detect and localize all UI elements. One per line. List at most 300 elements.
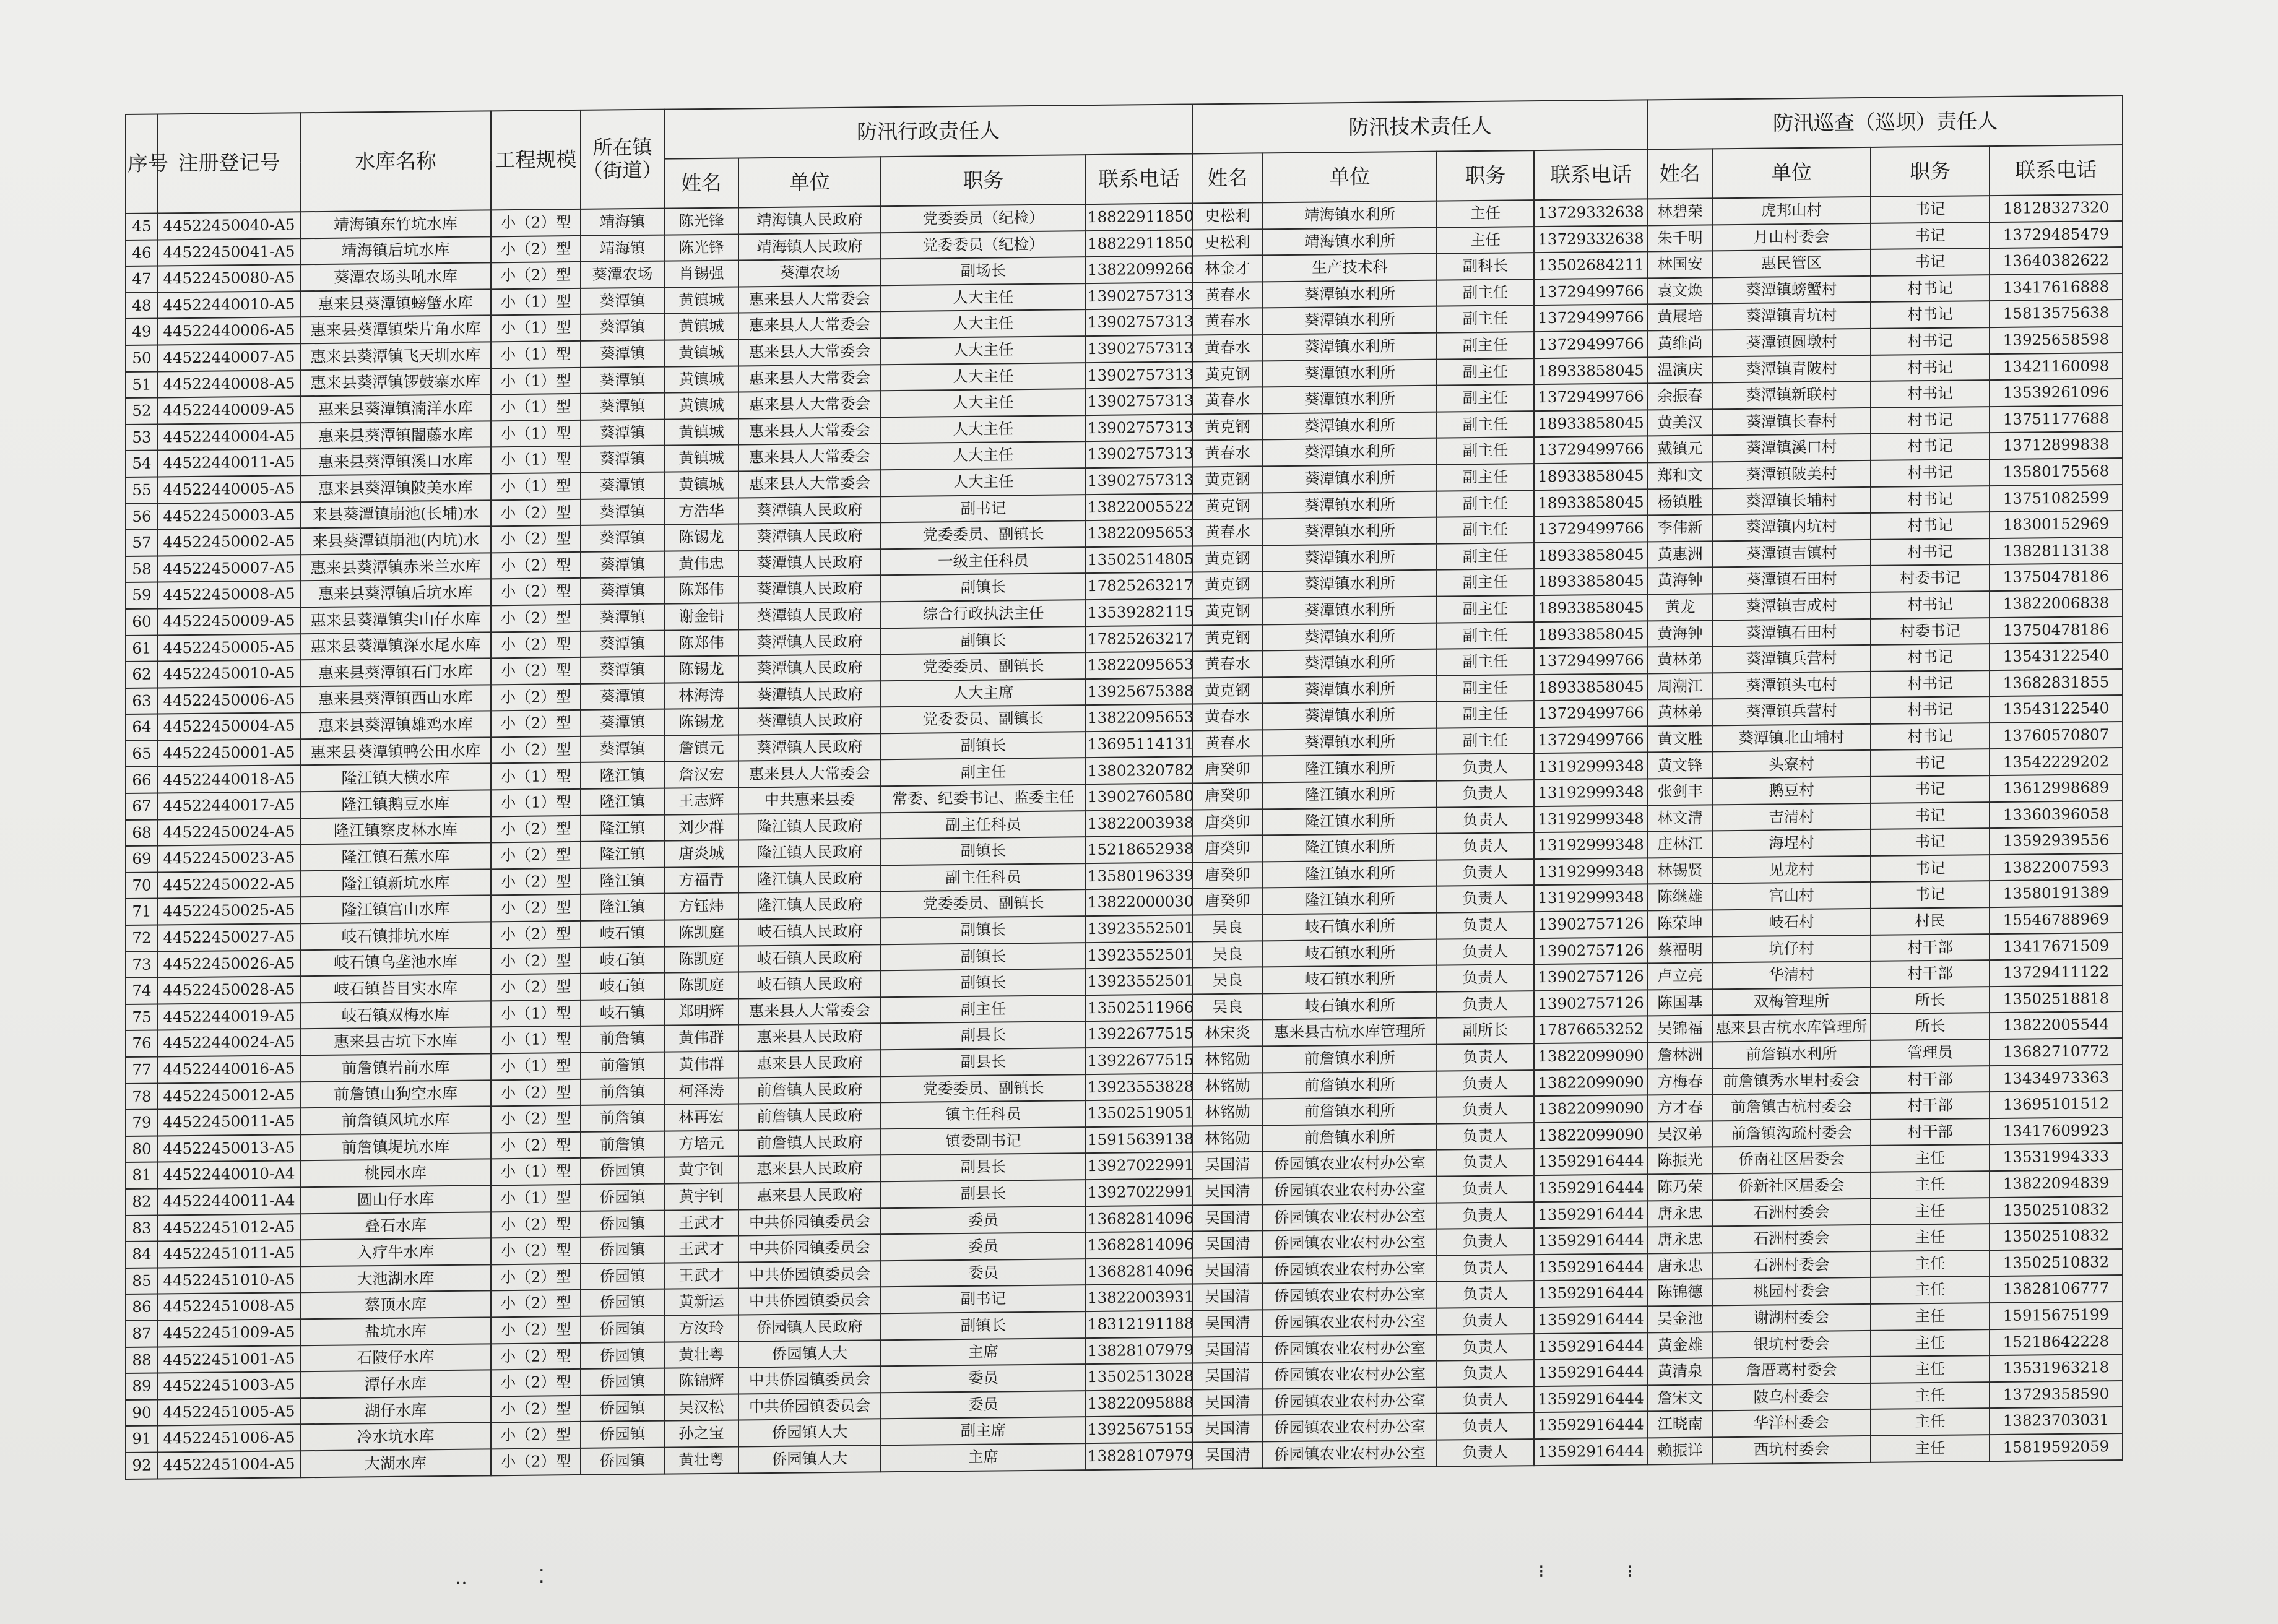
cell-scale: 小（2）型 <box>491 657 581 685</box>
cell-admin-name: 黄宇钊 <box>664 1157 738 1184</box>
cell-patrol-phone: 13417671509 <box>1990 933 2123 961</box>
cell-admin-phone: 13682814096 <box>1086 1205 1192 1232</box>
cell-tech-phone: 13729499766 <box>1534 700 1648 727</box>
cell-patrol-phone: 13543122540 <box>1990 695 2123 723</box>
cell-reservoir-name: 惠来县葵潭镇尖山仔水库 <box>300 605 491 634</box>
cell-admin-duty: 副书记 <box>881 1285 1086 1313</box>
cell-patrol-phone: 13822094839 <box>1990 1170 2123 1198</box>
cell-tech-phone: 13592916444 <box>1534 1412 1648 1439</box>
cell-tech-duty: 负责人 <box>1437 1096 1534 1123</box>
header-tech-phone: 联系电话 <box>1534 149 1648 200</box>
cell-town: 葵潭镇 <box>581 314 664 341</box>
cell-tech-duty: 主任 <box>1437 200 1534 227</box>
cell-admin-phone: 13902757313 <box>1086 441 1192 468</box>
cell-registration-no: 44522450040-A5 <box>158 212 300 240</box>
cell-registration-no: 44522451012-A5 <box>158 1214 300 1242</box>
cell-registration-no: 44522451001-A5 <box>158 1345 300 1373</box>
cell-town: 葵潭镇 <box>581 472 664 499</box>
cell-tech-duty: 负责人 <box>1437 1386 1534 1414</box>
cell-patrol-duty: 村书记 <box>1871 407 1990 434</box>
cell-tech-phone: 13729499766 <box>1534 330 1648 358</box>
header-seq: 序号 <box>126 114 158 213</box>
cell-town: 隆江镇 <box>581 762 664 789</box>
cell-tech-phone: 13729332638 <box>1534 199 1648 226</box>
cell-registration-no: 44522440006-A5 <box>158 317 300 345</box>
header-patrol-duty: 职务 <box>1871 146 1990 197</box>
cell-admin-duty: 副主任科员 <box>881 863 1086 892</box>
cell-tech-name: 唐癸卯 <box>1192 836 1263 863</box>
cell-admin-unit: 侨园镇人大 <box>738 1419 881 1447</box>
cell-tech-unit: 葵潭镇水利所 <box>1263 333 1437 361</box>
cell-patrol-unit: 陂乌村委会 <box>1712 1383 1871 1411</box>
cell-admin-unit: 中共侨园镇委员会 <box>738 1234 881 1262</box>
cell-tech-unit: 葵潭镇水利所 <box>1263 517 1437 545</box>
cell-admin-duty: 副主任 <box>881 758 1086 787</box>
cell-patrol-phone: 13823703031 <box>1990 1407 2123 1435</box>
cell-tech-name: 唐癸卯 <box>1192 809 1263 836</box>
cell-admin-duty: 镇委副书记 <box>881 1127 1086 1155</box>
cell-registration-no: 44522451004-A5 <box>158 1451 300 1479</box>
cell-admin-duty: 党委委员、副镇长 <box>881 705 1086 733</box>
cell-admin-name: 谢金铅 <box>664 603 738 630</box>
cell-tech-phone: 18933858045 <box>1534 594 1648 621</box>
cell-tech-duty: 副主任 <box>1437 306 1534 333</box>
cell-admin-name: 黄镇城 <box>664 339 738 366</box>
cell-tech-name: 史松利 <box>1192 229 1263 256</box>
cell-tech-name: 林铭勋 <box>1192 1073 1263 1100</box>
cell-registration-no: 44522440010-A5 <box>158 291 300 319</box>
cell-scale: 小（2）型 <box>491 948 581 975</box>
cell-scale: 小（1）型 <box>491 420 581 447</box>
cell-seq: 66 <box>126 767 158 793</box>
cell-admin-name: 吴汉松 <box>664 1394 738 1421</box>
cell-patrol-name: 吴金池 <box>1648 1305 1712 1332</box>
cell-admin-duty: 副镇长 <box>881 916 1086 944</box>
cell-patrol-unit: 华清村 <box>1712 961 1871 989</box>
cell-patrol-duty: 主任 <box>1871 1355 1990 1383</box>
cell-reservoir-name: 潭仔水库 <box>300 1370 491 1398</box>
cell-tech-name: 吴良 <box>1192 914 1263 941</box>
cell-patrol-phone: 13682831855 <box>1990 669 2123 697</box>
cell-scale: 小（2）型 <box>491 605 581 632</box>
cell-scale: 小（2）型 <box>491 1237 581 1264</box>
cell-admin-name: 黄新运 <box>664 1289 738 1316</box>
cell-admin-name: 王武才 <box>664 1236 738 1263</box>
cell-admin-unit: 前詹镇人民政府 <box>738 1129 881 1157</box>
cell-admin-unit: 葵潭镇人民政府 <box>738 654 881 682</box>
cell-registration-no: 44522450022-A5 <box>158 871 300 899</box>
cell-patrol-name: 黄金雄 <box>1648 1332 1712 1359</box>
cell-patrol-duty: 村书记 <box>1871 459 1990 486</box>
cell-seq: 85 <box>126 1268 158 1294</box>
cell-registration-no: 44522450028-A5 <box>158 977 300 1004</box>
cell-admin-name: 黄镇城 <box>664 366 738 393</box>
cell-patrol-phone: 13751082599 <box>1990 485 2123 512</box>
cell-registration-no: 44522450026-A5 <box>158 950 300 978</box>
cell-town: 隆江镇 <box>581 814 664 842</box>
cell-tech-duty: 负责人 <box>1437 1149 1534 1177</box>
cell-tech-duty: 负责人 <box>1437 991 1534 1018</box>
cell-admin-phone: 13822003931 <box>1086 1284 1192 1311</box>
cell-patrol-duty: 村书记 <box>1871 301 1990 328</box>
cell-admin-duty: 党委委员、副镇长 <box>881 1074 1086 1103</box>
cell-admin-duty: 人大主任 <box>881 309 1086 338</box>
cell-tech-unit: 葵潭镇水利所 <box>1263 702 1437 730</box>
cell-admin-unit: 中共侨园镇委员会 <box>738 1208 881 1236</box>
cell-admin-unit: 葵潭镇人民政府 <box>738 549 881 577</box>
cell-reservoir-name: 隆江镇宫山水库 <box>300 896 491 924</box>
cell-scale: 小（2）型 <box>491 1132 581 1159</box>
cell-patrol-name: 赖振详 <box>1648 1437 1712 1464</box>
cell-tech-name: 黄克钢 <box>1192 624 1263 652</box>
cell-patrol-duty: 所长 <box>1871 1013 1990 1040</box>
cell-admin-duty: 主席 <box>881 1443 1086 1472</box>
cell-patrol-phone: 13822007593 <box>1990 853 2123 881</box>
cell-admin-unit: 岐石镇人民政府 <box>738 944 881 972</box>
cell-tech-unit: 靖海镇水利所 <box>1263 227 1437 255</box>
cell-town: 隆江镇 <box>581 894 664 921</box>
cell-scale: 小（2）型 <box>491 1316 581 1344</box>
cell-patrol-unit: 葵潭镇陂美村 <box>1712 460 1871 488</box>
cell-patrol-phone: 15819592059 <box>1990 1433 2123 1461</box>
cell-patrol-unit: 桃园村委会 <box>1712 1277 1871 1305</box>
cell-reservoir-name: 桃园水库 <box>300 1159 491 1188</box>
header-admin-phone: 联系电话 <box>1086 153 1192 204</box>
cell-tech-unit: 侨园镇农业农村办公室 <box>1263 1255 1437 1283</box>
header-tech-unit: 单位 <box>1263 152 1437 203</box>
cell-patrol-duty: 主任 <box>1871 1171 1990 1198</box>
cell-patrol-unit: 葵潭镇长埔村 <box>1712 486 1871 514</box>
cell-scale: 小（2）型 <box>491 262 581 289</box>
cell-scale: 小（1）型 <box>491 446 581 473</box>
cell-admin-phone: 15915639138 <box>1086 1126 1192 1153</box>
cell-tech-name: 吴良 <box>1192 941 1263 968</box>
cell-tech-duty: 负责人 <box>1437 859 1534 886</box>
cell-patrol-unit: 葵潭镇兵营村 <box>1712 645 1871 673</box>
cell-town: 侨园镇 <box>581 1210 664 1237</box>
cell-tech-name: 黄克钢 <box>1192 572 1263 599</box>
cell-tech-unit: 葵潭镇水利所 <box>1263 306 1437 334</box>
cell-town: 侨园镇 <box>581 1368 664 1396</box>
cell-registration-no: 44522440024-A5 <box>158 1029 300 1057</box>
cell-tech-duty: 副主任 <box>1437 437 1534 464</box>
cell-seq: 52 <box>126 398 158 425</box>
cell-town: 岐石镇 <box>581 920 664 948</box>
cell-tech-duty: 副主任 <box>1437 701 1534 728</box>
cell-reservoir-name: 惠来县葵潭镇柴片角水库 <box>300 316 491 344</box>
cell-patrol-duty: 村书记 <box>1871 696 1990 723</box>
cell-patrol-duty: 主任 <box>1871 1382 1990 1409</box>
cell-patrol-name: 唐永忠 <box>1648 1200 1712 1227</box>
cell-patrol-unit: 海埕村 <box>1712 829 1871 857</box>
cell-tech-unit: 隆江镇水利所 <box>1263 886 1437 914</box>
cell-admin-phone: 17825263217 <box>1086 572 1192 600</box>
cell-admin-unit: 葵潭镇人民政府 <box>738 576 881 603</box>
cell-admin-name: 陈锡龙 <box>664 656 738 683</box>
cell-town: 前詹镇 <box>581 1078 664 1105</box>
cell-admin-duty: 副书记 <box>881 495 1086 523</box>
cell-reservoir-name: 隆江镇大横水库 <box>300 764 491 792</box>
cell-tech-unit: 葵潭镇水利所 <box>1263 675 1437 703</box>
cell-admin-unit: 隆江镇人民政府 <box>738 892 881 920</box>
cell-tech-duty: 副所长 <box>1437 1017 1534 1045</box>
cell-tech-unit: 葵潭镇水利所 <box>1263 543 1437 571</box>
cell-admin-phone: 13923553828 <box>1086 1073 1192 1100</box>
cell-seq: 46 <box>126 240 158 266</box>
cell-admin-unit: 葵潭镇人民政府 <box>738 628 881 656</box>
cell-patrol-duty: 村书记 <box>1871 275 1990 302</box>
cell-admin-name: 肖锡强 <box>664 261 738 288</box>
cell-patrol-name: 周潮江 <box>1648 673 1712 700</box>
cell-patrol-duty: 主任 <box>1871 1224 1990 1251</box>
cell-patrol-name: 卢立亮 <box>1648 963 1712 990</box>
cell-tech-name: 黄春水 <box>1192 308 1263 335</box>
cell-tech-duty: 负责人 <box>1437 806 1534 834</box>
cell-tech-duty: 负责人 <box>1437 912 1534 939</box>
cell-admin-duty: 副主任 <box>881 995 1086 1024</box>
cell-reservoir-name: 来县葵潭镇崩池(长埔)水 <box>300 500 491 529</box>
cell-admin-name: 黄伟忠 <box>664 550 738 577</box>
cell-scale: 小（1）型 <box>491 789 581 816</box>
cell-admin-unit: 中共侨园镇委员会 <box>738 1261 881 1289</box>
cell-tech-unit: 岐石镇水利所 <box>1263 965 1437 993</box>
cell-scale: 小（1）型 <box>491 367 581 394</box>
cell-tech-unit: 侨园镇农业农村办公室 <box>1263 1308 1437 1336</box>
cell-tech-duty: 副主任 <box>1437 490 1534 517</box>
cell-patrol-duty: 主任 <box>1871 1303 1990 1330</box>
cell-scale: 小（2）型 <box>491 974 581 1001</box>
header-tech-duty: 职务 <box>1437 150 1534 201</box>
cell-tech-name: 黄克钢 <box>1192 677 1263 704</box>
cell-tech-phone: 13902757126 <box>1534 964 1648 991</box>
cell-tech-duty: 副主任 <box>1437 648 1534 675</box>
cell-scale: 小（2）型 <box>491 1264 581 1291</box>
cell-tech-unit: 前詹镇水利所 <box>1263 1097 1437 1125</box>
cell-admin-name: 方浩华 <box>664 498 738 525</box>
cell-tech-phone: 13592916444 <box>1534 1280 1648 1307</box>
cell-seq: 69 <box>126 846 158 873</box>
cell-admin-name: 黄伟群 <box>664 1051 738 1078</box>
cell-town: 靖海镇 <box>581 209 664 236</box>
cell-patrol-name: 黄清泉 <box>1648 1358 1712 1386</box>
cell-patrol-name: 唐永忠 <box>1648 1227 1712 1254</box>
cell-patrol-phone: 15546788969 <box>1990 906 2123 934</box>
cell-reservoir-name: 惠来县葵潭镇湳洋水库 <box>300 394 491 423</box>
cell-scale: 小（2）型 <box>491 1422 581 1449</box>
cell-patrol-phone: 13640382622 <box>1990 247 2123 275</box>
cell-patrol-name: 余振春 <box>1648 383 1712 410</box>
cell-patrol-phone: 13531963218 <box>1990 1354 2123 1382</box>
cell-patrol-unit: 葵潭镇石田村 <box>1712 618 1871 646</box>
cell-scale: 小（2）型 <box>491 1396 581 1423</box>
cell-admin-duty: 党委委员（纪检） <box>881 231 1086 259</box>
cell-reservoir-name: 惠来县葵潭镇石门水库 <box>300 658 491 686</box>
cell-registration-no: 44522450003-A5 <box>158 502 300 530</box>
cell-patrol-unit: 坑仔村 <box>1712 935 1871 963</box>
cell-town: 岐石镇 <box>581 946 664 974</box>
cell-town: 葵潭镇 <box>581 736 664 763</box>
cell-registration-no: 44522450025-A5 <box>158 897 300 925</box>
cell-patrol-phone: 13712899838 <box>1990 431 2123 459</box>
cell-admin-phone: 13927022991 <box>1086 1178 1192 1206</box>
header-reservoir-name: 水库名称 <box>300 111 491 212</box>
cell-admin-unit: 惠来县人大常委会 <box>738 997 881 1025</box>
cell-registration-no: 44522451003-A5 <box>158 1371 300 1399</box>
cell-admin-phone: 13802320782 <box>1086 757 1192 784</box>
cell-town: 葵潭镇 <box>581 657 664 684</box>
cell-reservoir-name: 来县葵潭镇崩池(内坑)水 <box>300 526 491 555</box>
cell-patrol-phone: 15218642228 <box>1990 1328 2123 1356</box>
cell-admin-name: 黄镇城 <box>664 392 738 420</box>
cell-tech-name: 唐癸卯 <box>1192 756 1263 784</box>
cell-seq: 89 <box>126 1373 158 1400</box>
cell-admin-phone: 13822000030 <box>1086 889 1192 916</box>
cell-tech-phone: 13729499766 <box>1534 647 1648 674</box>
cell-tech-phone: 18933858045 <box>1534 568 1648 595</box>
cell-tech-unit: 隆江镇水利所 <box>1263 860 1437 888</box>
cell-admin-name: 陈郑伟 <box>664 577 738 604</box>
cell-town: 侨园镇 <box>581 1448 664 1475</box>
cell-reservoir-name: 入疗牛水库 <box>300 1238 491 1266</box>
cell-patrol-phone: 18128327320 <box>1990 194 2123 222</box>
cell-tech-unit: 葵潭镇水利所 <box>1263 491 1437 519</box>
cell-admin-unit: 岐石镇人民政府 <box>738 970 881 998</box>
cell-admin-unit: 前詹镇人民政府 <box>738 1102 881 1130</box>
cell-tech-duty: 副主任 <box>1437 622 1534 649</box>
cell-registration-no: 44522451009-A5 <box>158 1319 300 1347</box>
cell-registration-no: 44522450024-A5 <box>158 818 300 846</box>
cell-reservoir-name: 岐石镇乌垄池水库 <box>300 948 491 977</box>
cell-patrol-phone: 13828113138 <box>1990 537 2123 565</box>
cell-patrol-name: 李伟新 <box>1648 515 1712 542</box>
cell-seq: 83 <box>126 1215 158 1242</box>
cell-registration-no: 44522451010-A5 <box>158 1266 300 1294</box>
cell-admin-duty: 副县长 <box>881 1180 1086 1208</box>
cell-patrol-name: 庄林江 <box>1648 831 1712 858</box>
cell-admin-phone: 18312191188 <box>1086 1310 1192 1337</box>
cell-admin-phone: 13902757313 <box>1086 335 1192 362</box>
cell-town: 侨园镇 <box>581 1289 664 1316</box>
cell-scale: 小（2）型 <box>491 236 581 263</box>
cell-patrol-phone: 13751177688 <box>1990 405 2123 433</box>
cell-admin-name: 林再宏 <box>664 1104 738 1131</box>
cell-patrol-name: 詹林洲 <box>1648 1042 1712 1069</box>
cell-seq: 56 <box>126 503 158 530</box>
cell-reservoir-name: 蔡顶水库 <box>300 1291 491 1320</box>
cell-patrol-phone: 13502510832 <box>1990 1222 2123 1250</box>
cell-patrol-unit: 头寮村 <box>1712 750 1871 778</box>
cell-admin-phone: 13822095888 <box>1086 1389 1192 1417</box>
cell-reservoir-name: 冷水坑水库 <box>300 1423 491 1451</box>
cell-patrol-unit: 石洲村委会 <box>1712 1251 1871 1279</box>
cell-reservoir-name: 前詹镇山狗空水库 <box>300 1080 491 1108</box>
cell-patrol-name: 黄展培 <box>1648 304 1712 331</box>
cell-tech-name: 唐癸卯 <box>1192 888 1263 915</box>
cell-patrol-phone: 13750478186 <box>1990 616 2123 644</box>
cell-admin-phone: 13902757313 <box>1086 282 1192 309</box>
cell-seq: 79 <box>126 1110 158 1136</box>
cell-tech-duty: 副主任 <box>1437 464 1534 491</box>
cell-admin-phone: 13539282115 <box>1086 598 1192 626</box>
cell-tech-phone: 13592916444 <box>1534 1438 1648 1465</box>
cell-registration-no: 44522440017-A5 <box>158 792 300 819</box>
cell-seq: 80 <box>126 1136 158 1162</box>
cell-admin-unit: 靖海镇人民政府 <box>738 206 881 234</box>
cell-town: 靖海镇 <box>581 235 664 262</box>
cell-patrol-unit: 月山村委会 <box>1712 223 1871 251</box>
cell-admin-unit: 葵潭农场 <box>738 259 881 287</box>
cell-admin-phone: 17825263217 <box>1086 625 1192 652</box>
cell-registration-no: 44522451005-A5 <box>158 1398 300 1426</box>
cell-patrol-phone: 13542229202 <box>1990 748 2123 775</box>
cell-admin-unit: 惠来县人大常委会 <box>738 285 881 313</box>
cell-tech-unit: 靖海镇水利所 <box>1263 201 1437 229</box>
cell-reservoir-name: 惠来县葵潭镇锣鼓寨水库 <box>300 368 491 397</box>
cell-registration-no: 44522440016-A5 <box>158 1055 300 1083</box>
cell-tech-name: 吴国清 <box>1192 1178 1263 1205</box>
cell-seq: 49 <box>126 319 158 345</box>
cell-patrol-duty: 主任 <box>1871 1435 1990 1462</box>
cell-patrol-unit: 惠民管区 <box>1712 249 1871 277</box>
cell-admin-name: 黄镇城 <box>664 418 738 446</box>
cell-tech-phone: 13192999348 <box>1534 805 1648 832</box>
cell-tech-name: 黄春水 <box>1192 387 1263 415</box>
cell-town: 前詹镇 <box>581 1131 664 1158</box>
cell-admin-phone: 13902760580 <box>1086 784 1192 811</box>
cell-patrol-phone: 13682710772 <box>1990 1038 2123 1066</box>
cell-tech-duty: 副主任 <box>1437 727 1534 754</box>
cell-tech-phone: 13729499766 <box>1534 278 1648 305</box>
cell-tech-unit: 葵潭镇水利所 <box>1263 412 1437 439</box>
cell-seq: 55 <box>126 477 158 503</box>
cell-admin-name: 刘少群 <box>664 814 738 841</box>
cell-admin-duty: 副镇长 <box>881 837 1086 865</box>
cell-admin-unit: 葵潭镇人民政府 <box>738 496 881 524</box>
cell-tech-phone: 13822099090 <box>1534 1042 1648 1069</box>
cell-registration-no: 44522440009-A5 <box>158 396 300 424</box>
cell-admin-duty: 人大主席 <box>881 679 1086 707</box>
cell-patrol-name: 陈荣坤 <box>1648 910 1712 937</box>
cell-patrol-name: 陈国基 <box>1648 989 1712 1016</box>
cell-admin-unit: 隆江镇人民政府 <box>738 865 881 893</box>
cell-patrol-phone: 13580175568 <box>1990 458 2123 486</box>
cell-patrol-name: 唐永忠 <box>1648 1253 1712 1280</box>
cell-tech-unit: 前詹镇水利所 <box>1263 1123 1437 1151</box>
cell-reservoir-name: 叠石水库 <box>300 1212 491 1240</box>
cell-admin-duty: 人大主任 <box>881 468 1086 496</box>
cell-tech-phone: 13592916444 <box>1534 1148 1648 1175</box>
cell-patrol-unit: 葵潭镇内坑村 <box>1712 513 1871 541</box>
header-tech-group: 防汛技术责任人 <box>1192 100 1648 153</box>
cell-seq: 53 <box>126 424 158 451</box>
cell-tech-unit: 隆江镇水利所 <box>1263 781 1437 809</box>
cell-patrol-name: 黄维尚 <box>1648 330 1712 357</box>
cell-tech-unit: 侨园镇农业农村办公室 <box>1263 1282 1437 1310</box>
cell-tech-phone: 18933858045 <box>1534 542 1648 569</box>
cell-registration-no: 44522450080-A5 <box>158 264 300 292</box>
cell-admin-duty: 党委委员（纪检） <box>881 204 1086 233</box>
cell-patrol-phone: 13360396058 <box>1990 801 2123 829</box>
cell-tech-phone: 18933858045 <box>1534 489 1648 516</box>
cell-tech-phone: 13592916444 <box>1534 1332 1648 1360</box>
header-tech-name: 姓名 <box>1192 153 1263 203</box>
cell-patrol-name: 黄美汉 <box>1648 409 1712 436</box>
cell-patrol-name: 蔡福明 <box>1648 936 1712 964</box>
cell-admin-phone: 13925675388 <box>1086 678 1192 705</box>
cell-tech-duty: 负责人 <box>1437 780 1534 807</box>
cell-seq: 81 <box>126 1162 158 1189</box>
cell-admin-name: 黄伟群 <box>664 1025 738 1052</box>
